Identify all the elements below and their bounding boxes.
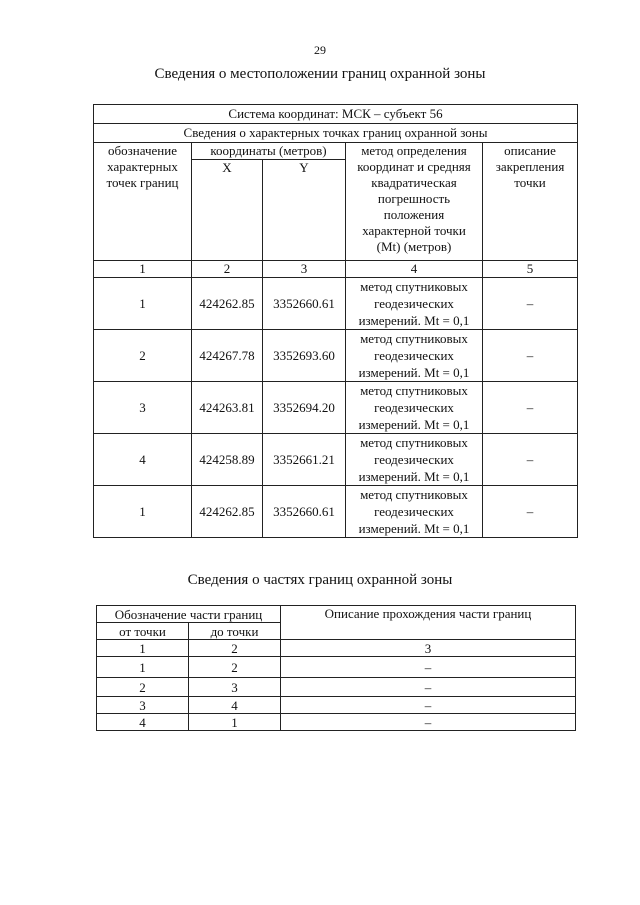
table-row (94, 434, 578, 486)
coord-x: 424258.89 (192, 434, 263, 486)
col-number: 2 (189, 640, 281, 657)
point-designation: 1 (94, 278, 192, 330)
table1-subtitle: Сведения о характерных точках границ охранной зоны (94, 124, 578, 143)
col-number: 2 (192, 261, 263, 278)
header-part-description: Описание прохождения части границ (281, 606, 576, 640)
coord-y: 3352660.61 (263, 486, 346, 538)
page-number: 29 (314, 43, 326, 57)
table-row (94, 382, 578, 434)
coord-y: 3352693.60 (263, 330, 346, 382)
coord-y: 3352694.20 (263, 382, 346, 434)
table-row (94, 486, 578, 538)
part-description: – (281, 678, 576, 697)
col-number: 3 (263, 261, 346, 278)
fixing-description: – (483, 278, 578, 330)
part-description: – (281, 657, 576, 678)
to-point: 2 (189, 657, 281, 678)
point-designation: 2 (94, 330, 192, 382)
characteristic-points-table (93, 104, 578, 538)
coord-x: 424267.78 (192, 330, 263, 382)
col-number: 4 (346, 261, 483, 278)
header-to-point: до точки (189, 623, 281, 640)
header-fixing-description: описание закрепления точки (483, 143, 578, 261)
point-designation: 3 (94, 382, 192, 434)
table-row (97, 714, 576, 731)
method-cell: метод спутниковых геодезических измерений. Mt = 0,1 (346, 486, 483, 538)
part-description: – (281, 697, 576, 714)
col-number: 3 (281, 640, 576, 657)
coord-y: 3352661.21 (263, 434, 346, 486)
coord-x: 424263.81 (192, 382, 263, 434)
header-y: Y (263, 160, 346, 261)
part-description: – (281, 714, 576, 731)
method-cell: метод спутниковых геодезических измерений. Mt = 0,1 (346, 330, 483, 382)
point-designation: 1 (94, 486, 192, 538)
boundary-parts-table (96, 605, 576, 731)
section-title-parts: Сведения о частях границ охранной зоны (187, 572, 453, 588)
coord-x: 424262.85 (192, 278, 263, 330)
col-number: 1 (97, 640, 189, 657)
fixing-description: – (483, 382, 578, 434)
section-title-location: Сведения о местоположении границ охранной зоны (154, 66, 486, 82)
fixing-description: – (483, 434, 578, 486)
header-from-point: от точки (97, 623, 189, 640)
coordinate-system: Система координат: МСК – субъект 56 (94, 105, 578, 124)
table-row (94, 278, 578, 330)
from-point: 3 (97, 697, 189, 714)
from-point: 4 (97, 714, 189, 731)
to-point: 3 (189, 678, 281, 697)
table-row (97, 678, 576, 697)
fixing-description: – (483, 486, 578, 538)
from-point: 1 (97, 657, 189, 678)
table-row (97, 657, 576, 678)
point-designation: 4 (94, 434, 192, 486)
table-row (97, 697, 576, 714)
method-cell: метод спутниковых геодезических измерений. Mt = 0,1 (346, 278, 483, 330)
header-method: метод определения координат и средняя квадратическая погрешность положения характерной точки (Mt) (метров) (346, 143, 483, 261)
col-number: 5 (483, 261, 578, 278)
method-cell: метод спутниковых геодезических измерений. Mt = 0,1 (346, 382, 483, 434)
header-x: X (192, 160, 263, 261)
method-cell: метод спутниковых геодезических измерений. Mt = 0,1 (346, 434, 483, 486)
coord-x: 424262.85 (192, 486, 263, 538)
header-coordinates: координаты (метров) (192, 143, 346, 160)
from-point: 2 (97, 678, 189, 697)
fixing-description: – (483, 330, 578, 382)
coord-y: 3352660.61 (263, 278, 346, 330)
header-part-designation: Обозначение части границ (97, 606, 281, 623)
to-point: 4 (189, 697, 281, 714)
to-point: 1 (189, 714, 281, 731)
table-row (94, 330, 578, 382)
header-designation: обозначение характерных точек границ (94, 143, 192, 261)
col-number: 1 (94, 261, 192, 278)
